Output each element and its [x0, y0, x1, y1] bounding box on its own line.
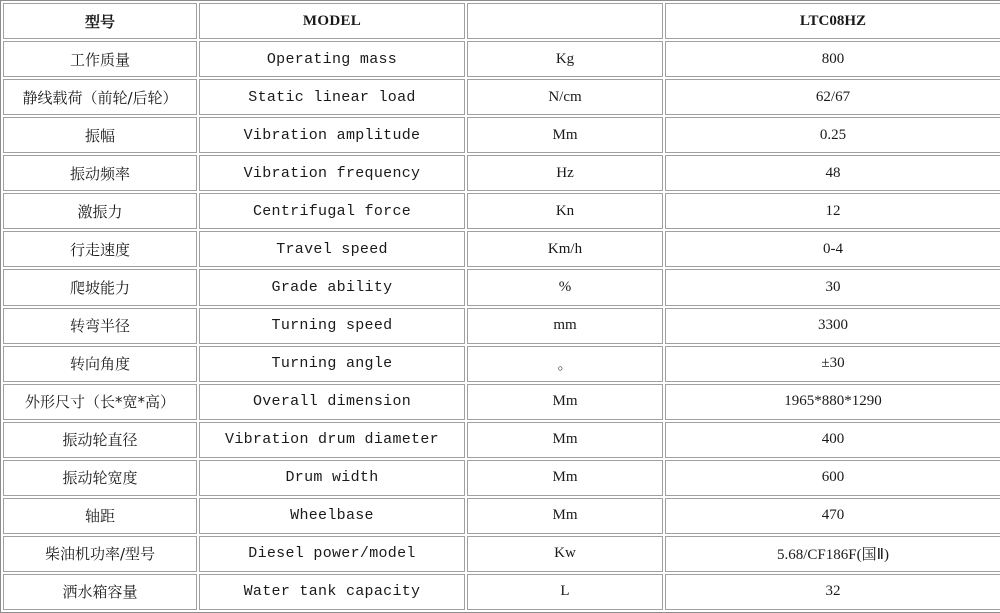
param-name-zh: 振幅	[3, 117, 197, 153]
param-name-en: Vibration frequency	[199, 155, 465, 191]
param-name-en: Static linear load	[199, 79, 465, 115]
param-value: 470	[665, 498, 1000, 534]
param-name-en: Overall dimension	[199, 384, 465, 420]
table-row	[3, 536, 1000, 572]
param-name-en: Turning speed	[199, 308, 465, 344]
param-name-en: Travel speed	[199, 231, 465, 267]
param-unit: Kw	[467, 536, 663, 572]
param-name-zh: 转向角度	[3, 346, 197, 382]
param-name-zh: 工作质量	[3, 41, 197, 77]
param-unit: 。	[467, 346, 663, 382]
param-name-zh: 柴油机功率/型号	[3, 536, 197, 572]
header-unit	[467, 3, 663, 39]
param-value: 30	[665, 269, 1000, 305]
table-row	[3, 422, 1000, 458]
param-name-zh: 行走速度	[3, 231, 197, 267]
param-value: 48	[665, 155, 1000, 191]
table-row	[3, 269, 1000, 305]
param-unit: L	[467, 574, 663, 610]
header-model-zh: 型号	[3, 3, 197, 39]
param-name-en: Operating mass	[199, 41, 465, 77]
param-unit: Mm	[467, 460, 663, 496]
table-row	[3, 41, 1000, 77]
table-row	[3, 498, 1000, 534]
table-row	[3, 231, 1000, 267]
table-row	[3, 346, 1000, 382]
param-value: ±30	[665, 346, 1000, 382]
table-row	[3, 574, 1000, 610]
param-name-zh: 振动轮宽度	[3, 460, 197, 496]
param-unit: Mm	[467, 384, 663, 420]
table-row	[3, 117, 1000, 153]
table-row	[3, 308, 1000, 344]
param-unit: Mm	[467, 498, 663, 534]
table-row	[3, 155, 1000, 191]
param-unit: Mm	[467, 117, 663, 153]
header-model-value: LTC08HZ	[665, 3, 1000, 39]
param-unit: N/cm	[467, 79, 663, 115]
param-name-zh: 外形尺寸（长*宽*高）	[3, 384, 197, 420]
param-name-en: Centrifugal force	[199, 193, 465, 229]
param-name-zh: 振动轮直径	[3, 422, 197, 458]
param-name-en: Vibration drum diameter	[199, 422, 465, 458]
param-name-zh: 转弯半径	[3, 308, 197, 344]
header-model-en: MODEL	[199, 3, 465, 39]
param-name-zh: 激振力	[3, 193, 197, 229]
table-row	[3, 460, 1000, 496]
param-name-en: Water tank capacity	[199, 574, 465, 610]
param-name-zh: 爬坡能力	[3, 269, 197, 305]
param-unit: mm	[467, 308, 663, 344]
param-name-en: Turning angle	[199, 346, 465, 382]
param-name-en: Diesel power/model	[199, 536, 465, 572]
param-unit: %	[467, 269, 663, 305]
param-unit: Km/h	[467, 231, 663, 267]
param-name-zh: 静线载荷（前轮/后轮）	[3, 79, 197, 115]
param-value: 800	[665, 41, 1000, 77]
param-name-en: Wheelbase	[199, 498, 465, 534]
param-value: 5.68/CF186F(国Ⅱ)	[665, 536, 1000, 572]
param-unit: Kn	[467, 193, 663, 229]
table-row	[3, 79, 1000, 115]
param-value: 400	[665, 422, 1000, 458]
param-unit: Mm	[467, 422, 663, 458]
table-row	[3, 384, 1000, 420]
param-unit: Hz	[467, 155, 663, 191]
param-name-zh: 振动频率	[3, 155, 197, 191]
param-name-en: Vibration amplitude	[199, 117, 465, 153]
table-header-row	[3, 3, 1000, 39]
param-value: 0.25	[665, 117, 1000, 153]
param-value: 62/67	[665, 79, 1000, 115]
param-value: 12	[665, 193, 1000, 229]
param-value: 32	[665, 574, 1000, 610]
param-name-zh: 洒水箱容量	[3, 574, 197, 610]
param-value: 600	[665, 460, 1000, 496]
param-name-en: Grade ability	[199, 269, 465, 305]
param-value: 1965*880*1290	[665, 384, 1000, 420]
table-row	[3, 193, 1000, 229]
param-name-en: Drum width	[199, 460, 465, 496]
param-unit: Kg	[467, 41, 663, 77]
param-value: 3300	[665, 308, 1000, 344]
param-name-zh: 轴距	[3, 498, 197, 534]
param-value: 0-4	[665, 231, 1000, 267]
